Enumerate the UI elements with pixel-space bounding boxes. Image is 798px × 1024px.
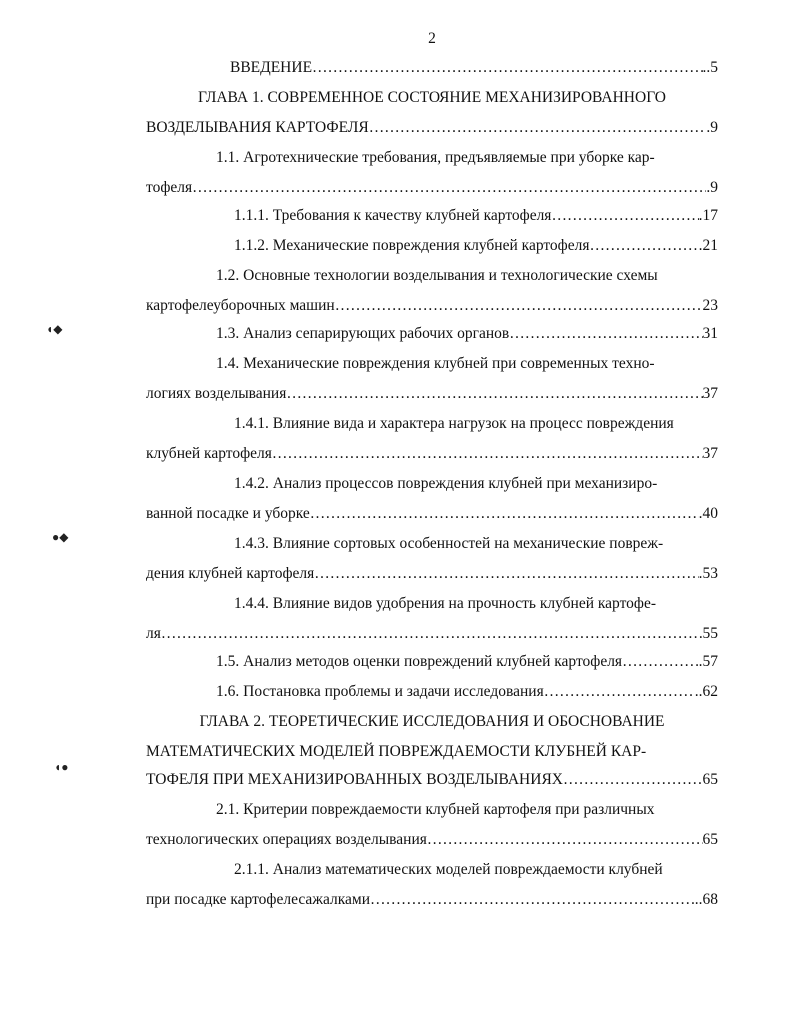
toc-line (146, 800, 718, 820)
toc-entry-text: 1.4.2. Анализ процессов повреждения клубней при механизиро- (234, 475, 658, 492)
toc-entry-text: 2.1.1. Анализ математических моделей повреждаемости клубней (234, 861, 663, 878)
page-number: 2 (428, 30, 436, 47)
toc-line (146, 178, 718, 198)
toc-entry-text: 1.5. Анализ методов оценки повреждений клубней картофеля… (216, 653, 638, 670)
toc-page-number: .17 (698, 207, 718, 224)
toc-line (146, 118, 718, 138)
toc-page-number: ..62 (694, 683, 718, 700)
dot-leader (314, 564, 698, 584)
toc-line (146, 890, 718, 910)
toc-page-number: .53 (698, 565, 718, 582)
dot-leader (563, 770, 703, 790)
toc-page-number: .57 (698, 653, 718, 670)
dot-leader (272, 444, 703, 464)
toc-entry-text: 1.4.1. Влияние вида и характера нагрузок на процесс повреждения (234, 415, 674, 432)
toc-line (146, 444, 718, 464)
toc-page-number: 37 (702, 385, 718, 402)
dot-leader (286, 384, 702, 404)
dot-leader (427, 830, 703, 850)
toc-line (146, 474, 718, 494)
toc-line (146, 206, 718, 226)
toc-entry-text: дения клубней картофеля (146, 565, 315, 582)
punch-hole-mark-icon: ◖● (54, 760, 69, 774)
dot-leader (509, 324, 702, 344)
toc-entry-text: 1.1.1. Требования к качеству клубней картофеля (234, 207, 552, 224)
toc-line (146, 742, 718, 762)
dot-leader (370, 890, 695, 910)
toc-page-number: 23 (702, 297, 718, 314)
dot-leader (589, 236, 702, 256)
toc-line (146, 860, 718, 880)
toc-page-number: 55 (702, 625, 718, 642)
dot-leader (312, 58, 702, 78)
toc-line (146, 770, 718, 790)
toc-line (146, 712, 718, 732)
toc-entry-text: картофелеуборочных машин (146, 297, 335, 314)
toc-line (146, 354, 718, 374)
toc-line (146, 682, 718, 702)
toc-line (146, 624, 718, 644)
toc-page-number: 65 (702, 771, 718, 788)
dot-leader (551, 206, 698, 226)
toc-entry-text: клубней картофеля (146, 445, 272, 462)
toc-line (146, 830, 718, 850)
toc-page-number: .9 (706, 119, 718, 136)
toc-entry-text: ля (146, 625, 161, 642)
dot-leader (638, 652, 699, 672)
punch-hole-mark-icon: ●◆ (52, 530, 69, 544)
toc-line (146, 324, 718, 344)
toc-line (146, 58, 718, 78)
toc-entry-text: ГЛАВА 2. ТЕОРЕТИЧЕСКИЕ ИССЛЕДОВАНИЯ И ОБОСНОВАНИЕ (199, 713, 665, 730)
dot-leader (192, 178, 706, 198)
toc-line (146, 504, 718, 524)
toc-entry-text: при посадке картофелесажалками (146, 891, 371, 908)
toc-line (146, 594, 718, 614)
toc-page-number: .9 (706, 179, 718, 196)
toc-line (146, 148, 718, 168)
toc-line (146, 384, 718, 404)
toc-page-number: 37 (702, 445, 718, 462)
dot-leader (310, 504, 699, 524)
toc-entry-text: ВВЕДЕНИЕ (230, 59, 313, 76)
toc-entry-text: 1.1.2. Механические повреждения клубней картофеля (234, 237, 590, 254)
toc-entry-text: 1.6. Постановка проблемы и задачи исследования (216, 683, 544, 700)
toc-line (146, 414, 718, 434)
toc-line (146, 88, 718, 108)
punch-hole-mark-icon: ◖◆ (46, 322, 63, 336)
toc-line (146, 236, 718, 256)
toc-line (146, 266, 718, 286)
toc-line (146, 564, 718, 584)
toc-entry-text: логиях возделывания (146, 385, 287, 402)
toc-line (146, 296, 718, 316)
toc-entry-text: 1.4.3. Влияние сортовых особенностей на механические повреж- (234, 535, 664, 552)
dot-leader (161, 624, 703, 644)
toc-entry-text: 1.3. Анализ сепарирующих рабочих органов (216, 325, 510, 342)
toc-entry-text: 1.4.4. Влияние видов удобрения на прочность клубней картофе- (234, 595, 656, 612)
toc-entry-text: 2.1. Критерии повреждаемости клубней картофеля при различных (216, 801, 655, 818)
toc-page-number: 31 (702, 325, 718, 342)
toc-entry-text: ванной посадке и уборке (146, 505, 310, 522)
toc-entry-text: 1.2. Основные технологии возделывания и технологические схемы (216, 267, 658, 284)
toc-entry-text: 1.1. Агротехнические требования, предъявляемые при уборке кар- (216, 149, 655, 166)
toc-page-number: 65 (702, 831, 718, 848)
toc-entry-text: тофеля (146, 179, 193, 196)
dot-leader (369, 118, 707, 138)
toc-page-number: .40 (698, 505, 718, 522)
toc-entry-text: 1.4. Механические повреждения клубней при современных техно- (216, 355, 655, 372)
toc-page-number: 21 (702, 237, 718, 254)
toc-entry-text: технологических операциях возделывания (146, 831, 427, 848)
dot-leader (544, 682, 695, 702)
toc-entry-text: ГЛАВА 1. СОВРЕМЕННОЕ СОСТОЯНИЕ МЕХАНИЗИРОВАННОГО (198, 89, 666, 106)
toc-page-number: ..68 (694, 891, 718, 908)
toc-entry-text: ВОЗДЕЛЫВАНИЯ КАРТОФЕЛЯ (146, 119, 369, 136)
dot-leader (335, 296, 703, 316)
toc-page-number: ..5 (702, 59, 718, 76)
toc-line (146, 652, 718, 672)
toc-line (146, 534, 718, 554)
toc-entry-text: ТОФЕЛЯ ПРИ МЕХАНИЗИРОВАННЫХ ВОЗДЕЛЫВАНИЯХ (146, 771, 563, 788)
toc-entry-text: МАТЕМАТИЧЕСКИХ МОДЕЛЕЙ ПОВРЕЖДАЕМОСТИ КЛУБНЕЙ КАР- (146, 743, 647, 760)
